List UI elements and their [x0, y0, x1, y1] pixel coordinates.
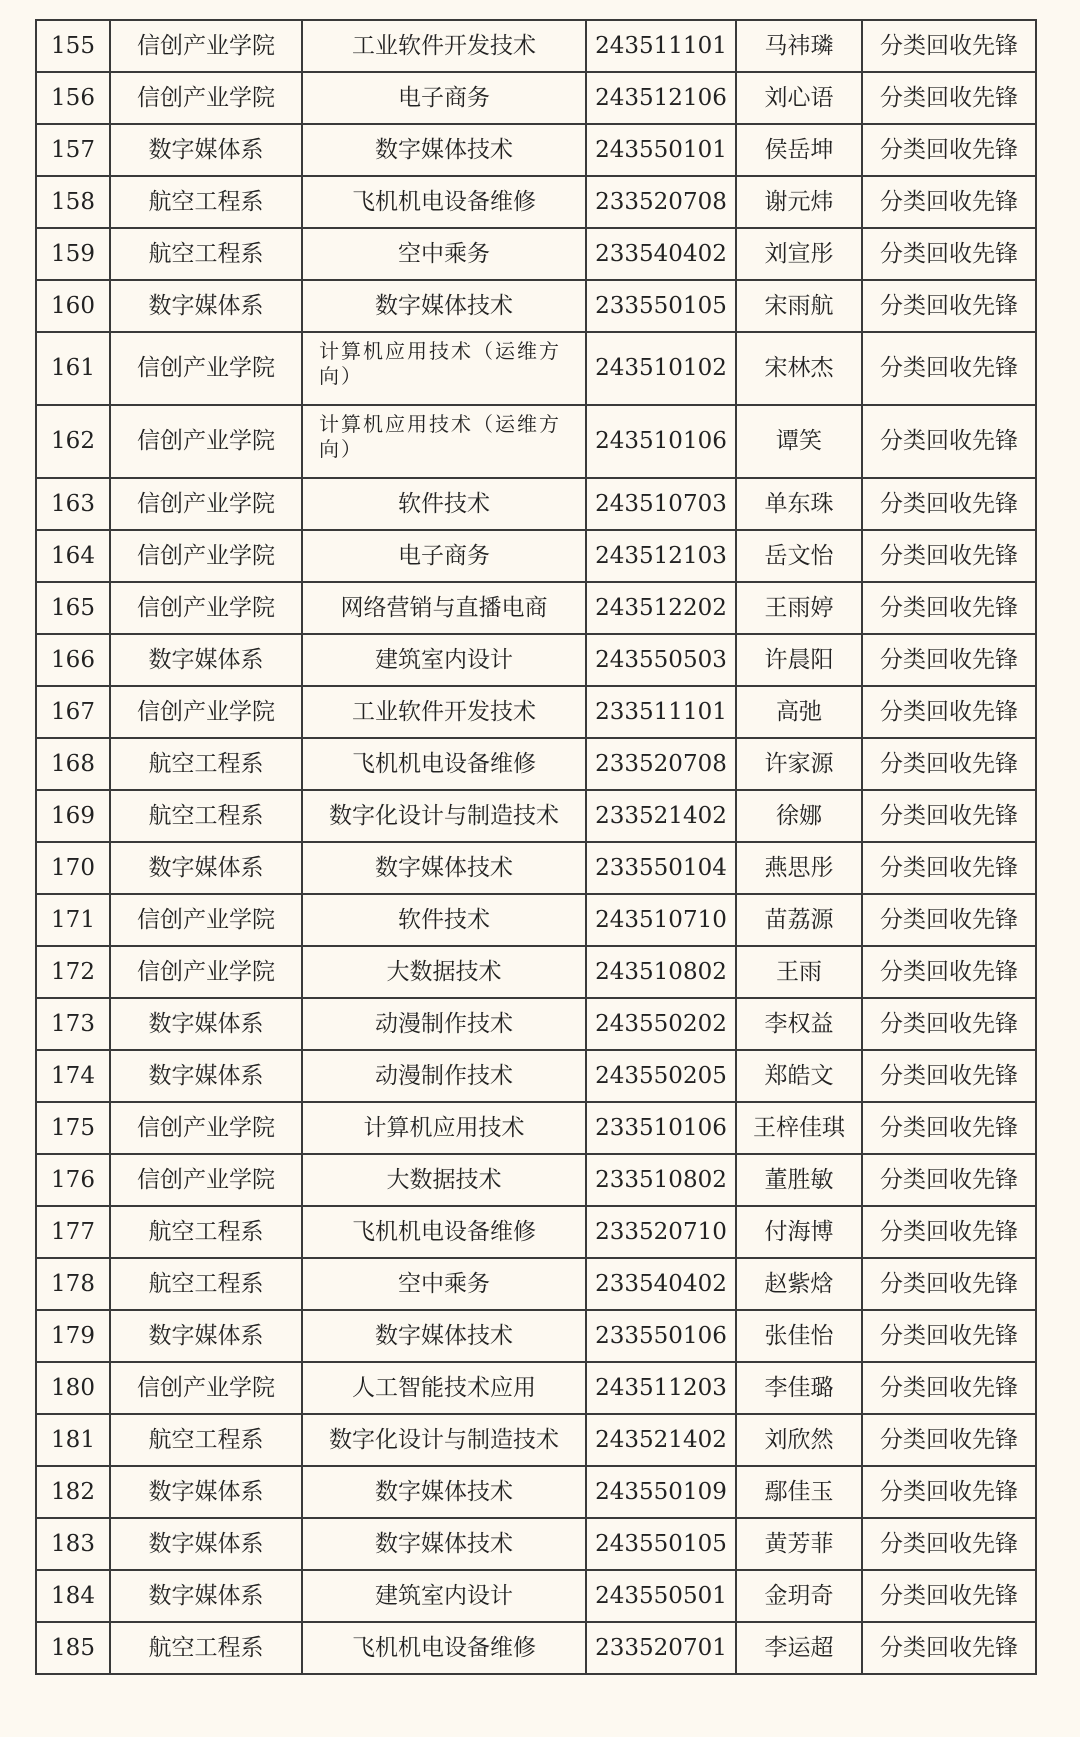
table-row [36, 1102, 1036, 1154]
student-id-cell: 233520710 [586, 1206, 736, 1258]
table-row [36, 1310, 1036, 1362]
row-number-cell: 176 [36, 1154, 110, 1206]
department-cell: 数字媒体系 [110, 842, 302, 894]
department-cell: 数字媒体系 [110, 124, 302, 176]
table-row [36, 582, 1036, 634]
row-number-cell: 168 [36, 738, 110, 790]
student-id-cell: 243550503 [586, 634, 736, 686]
department-cell: 数字媒体系 [110, 1518, 302, 1570]
major-cell: 软件技术 [302, 894, 586, 946]
table-row [36, 1466, 1036, 1518]
award-cell: 分类回收先锋 [862, 405, 1036, 478]
major-cell: 动漫制作技术 [302, 1050, 586, 1102]
student-id-cell: 233511101 [586, 686, 736, 738]
table-row [36, 124, 1036, 176]
award-cell: 分类回收先锋 [862, 1414, 1036, 1466]
row-number-cell: 157 [36, 124, 110, 176]
major-cell: 工业软件开发技术 [302, 686, 586, 738]
student-id-cell: 243512202 [586, 582, 736, 634]
major-cell: 网络营销与直播电商 [302, 582, 586, 634]
table-row [36, 20, 1036, 72]
department-cell: 信创产业学院 [110, 20, 302, 72]
student-id-cell: 243512106 [586, 72, 736, 124]
award-cell: 分类回收先锋 [862, 1622, 1036, 1674]
student-name-cell: 王梓佳琪 [736, 1102, 862, 1154]
award-cell: 分类回收先锋 [862, 1570, 1036, 1622]
student-name-cell: 徐娜 [736, 790, 862, 842]
major-cell: 大数据技术 [302, 946, 586, 998]
row-number-cell: 161 [36, 332, 110, 405]
row-number-cell: 170 [36, 842, 110, 894]
table-row [36, 1518, 1036, 1570]
table-row [36, 634, 1036, 686]
table-row [36, 228, 1036, 280]
major-cell: 工业软件开发技术 [302, 20, 586, 72]
award-cell: 分类回收先锋 [862, 582, 1036, 634]
table-row [36, 478, 1036, 530]
table-row [36, 1050, 1036, 1102]
student-name-cell: 王雨 [736, 946, 862, 998]
student-name-cell: 刘欣然 [736, 1414, 862, 1466]
award-cell: 分类回收先锋 [862, 738, 1036, 790]
student-id-cell: 243550202 [586, 998, 736, 1050]
row-number-cell: 173 [36, 998, 110, 1050]
row-number-cell: 171 [36, 894, 110, 946]
major-cell: 动漫制作技术 [302, 998, 586, 1050]
department-cell: 信创产业学院 [110, 894, 302, 946]
student-name-cell: 刘宣彤 [736, 228, 862, 280]
award-cell: 分类回收先锋 [862, 478, 1036, 530]
student-name-cell: 王雨婷 [736, 582, 862, 634]
student-name-cell: 许家源 [736, 738, 862, 790]
student-id-cell: 243510802 [586, 946, 736, 998]
table-row [36, 738, 1036, 790]
student-id-cell: 233521402 [586, 790, 736, 842]
award-cell: 分类回收先锋 [862, 1102, 1036, 1154]
row-number-cell: 164 [36, 530, 110, 582]
award-cell: 分类回收先锋 [862, 530, 1036, 582]
row-number-cell: 180 [36, 1362, 110, 1414]
student-id-cell: 233520708 [586, 738, 736, 790]
major-cell: 计算机应用技术（运维方向） [302, 332, 586, 405]
department-cell: 航空工程系 [110, 1258, 302, 1310]
table-row [36, 530, 1036, 582]
award-cell: 分类回收先锋 [862, 72, 1036, 124]
row-number-cell: 163 [36, 478, 110, 530]
major-cell: 空中乘务 [302, 1258, 586, 1310]
table-row [36, 842, 1036, 894]
award-cell: 分类回收先锋 [862, 228, 1036, 280]
award-cell: 分类回收先锋 [862, 842, 1036, 894]
student-name-cell: 燕思彤 [736, 842, 862, 894]
table-row [36, 280, 1036, 332]
student-id-cell: 243510106 [586, 405, 736, 478]
award-cell: 分类回收先锋 [862, 20, 1036, 72]
row-number-cell: 182 [36, 1466, 110, 1518]
department-cell: 数字媒体系 [110, 280, 302, 332]
table-row [36, 1362, 1036, 1414]
row-number-cell: 178 [36, 1258, 110, 1310]
row-number-cell: 175 [36, 1102, 110, 1154]
department-cell: 信创产业学院 [110, 478, 302, 530]
table-row [36, 946, 1036, 998]
table-body [36, 20, 1036, 1674]
student-id-cell: 233550104 [586, 842, 736, 894]
row-number-cell: 165 [36, 582, 110, 634]
department-cell: 信创产业学院 [110, 405, 302, 478]
row-number-cell: 167 [36, 686, 110, 738]
student-id-cell: 233550105 [586, 280, 736, 332]
award-cell: 分类回收先锋 [862, 1362, 1036, 1414]
student-name-cell: 宋雨航 [736, 280, 862, 332]
table-row [36, 1206, 1036, 1258]
department-cell: 信创产业学院 [110, 582, 302, 634]
table-row [36, 894, 1036, 946]
student-id-cell: 243550105 [586, 1518, 736, 1570]
student-name-cell: 谢元炜 [736, 176, 862, 228]
award-cell: 分类回收先锋 [862, 998, 1036, 1050]
department-cell: 信创产业学院 [110, 686, 302, 738]
major-cell: 数字化设计与制造技术 [302, 790, 586, 842]
table-row [36, 1154, 1036, 1206]
department-cell: 航空工程系 [110, 1622, 302, 1674]
row-number-cell: 172 [36, 946, 110, 998]
student-id-cell: 243550109 [586, 1466, 736, 1518]
award-cell: 分类回收先锋 [862, 790, 1036, 842]
major-cell: 计算机应用技术 [302, 1102, 586, 1154]
table-row [36, 1258, 1036, 1310]
department-cell: 信创产业学院 [110, 1154, 302, 1206]
student-name-cell: 金玥奇 [736, 1570, 862, 1622]
major-cell: 建筑室内设计 [302, 634, 586, 686]
award-cell: 分类回收先锋 [862, 1258, 1036, 1310]
student-name-cell: 李佳璐 [736, 1362, 862, 1414]
major-cell: 数字媒体技术 [302, 124, 586, 176]
student-name-cell: 鄢佳玉 [736, 1466, 862, 1518]
department-cell: 信创产业学院 [110, 530, 302, 582]
student-name-cell: 刘心语 [736, 72, 862, 124]
department-cell: 信创产业学院 [110, 72, 302, 124]
student-id-cell: 243511203 [586, 1362, 736, 1414]
major-cell: 空中乘务 [302, 228, 586, 280]
student-name-cell: 董胜敏 [736, 1154, 862, 1206]
department-cell: 航空工程系 [110, 176, 302, 228]
row-number-cell: 179 [36, 1310, 110, 1362]
student-name-cell: 许晨阳 [736, 634, 862, 686]
award-cell: 分类回收先锋 [862, 332, 1036, 405]
award-cell: 分类回收先锋 [862, 280, 1036, 332]
table-row [36, 686, 1036, 738]
department-cell: 航空工程系 [110, 228, 302, 280]
student-id-cell: 243521402 [586, 1414, 736, 1466]
award-cell: 分类回收先锋 [862, 1466, 1036, 1518]
award-cell: 分类回收先锋 [862, 686, 1036, 738]
department-cell: 数字媒体系 [110, 1310, 302, 1362]
award-cell: 分类回收先锋 [862, 176, 1036, 228]
row-number-cell: 160 [36, 280, 110, 332]
award-cell: 分类回收先锋 [862, 946, 1036, 998]
student-name-cell: 马祎璘 [736, 20, 862, 72]
table-row [36, 1414, 1036, 1466]
table-row [36, 790, 1036, 842]
student-id-cell: 243510703 [586, 478, 736, 530]
department-cell: 数字媒体系 [110, 998, 302, 1050]
award-cell: 分类回收先锋 [862, 1310, 1036, 1362]
row-number-cell: 159 [36, 228, 110, 280]
major-cell: 飞机机电设备维修 [302, 738, 586, 790]
student-id-cell: 243512103 [586, 530, 736, 582]
major-cell: 飞机机电设备维修 [302, 1206, 586, 1258]
major-cell: 软件技术 [302, 478, 586, 530]
department-cell: 数字媒体系 [110, 1570, 302, 1622]
major-cell: 飞机机电设备维修 [302, 176, 586, 228]
student-id-cell: 243511101 [586, 20, 736, 72]
table-row [36, 1570, 1036, 1622]
student-name-cell: 宋林杰 [736, 332, 862, 405]
award-cell: 分类回收先锋 [862, 634, 1036, 686]
department-cell: 数字媒体系 [110, 1050, 302, 1102]
student-id-cell: 243510102 [586, 332, 736, 405]
department-cell: 航空工程系 [110, 738, 302, 790]
student-name-cell: 郑皓文 [736, 1050, 862, 1102]
department-cell: 信创产业学院 [110, 1102, 302, 1154]
student-name-cell: 黄芳菲 [736, 1518, 862, 1570]
award-cell: 分类回收先锋 [862, 1050, 1036, 1102]
row-number-cell: 166 [36, 634, 110, 686]
student-name-cell: 谭笑 [736, 405, 862, 478]
award-cell: 分类回收先锋 [862, 1206, 1036, 1258]
major-cell: 建筑室内设计 [302, 1570, 586, 1622]
department-cell: 航空工程系 [110, 1206, 302, 1258]
student-name-cell: 李权益 [736, 998, 862, 1050]
row-number-cell: 184 [36, 1570, 110, 1622]
major-cell: 数字媒体技术 [302, 1518, 586, 1570]
major-cell: 电子商务 [302, 530, 586, 582]
table-row [36, 405, 1036, 478]
major-cell: 数字媒体技术 [302, 280, 586, 332]
department-cell: 信创产业学院 [110, 332, 302, 405]
department-cell: 航空工程系 [110, 1414, 302, 1466]
student-name-cell: 高弛 [736, 686, 862, 738]
department-cell: 信创产业学院 [110, 1362, 302, 1414]
major-cell: 数字媒体技术 [302, 842, 586, 894]
student-id-cell: 243550205 [586, 1050, 736, 1102]
major-cell: 计算机应用技术（运维方向） [302, 405, 586, 478]
table-row [36, 998, 1036, 1050]
student-name-cell: 赵紫焓 [736, 1258, 862, 1310]
award-list-table [35, 19, 1037, 1675]
award-cell: 分类回收先锋 [862, 124, 1036, 176]
student-name-cell: 张佳怡 [736, 1310, 862, 1362]
row-number-cell: 158 [36, 176, 110, 228]
award-cell: 分类回收先锋 [862, 894, 1036, 946]
row-number-cell: 169 [36, 790, 110, 842]
major-cell: 数字媒体技术 [302, 1310, 586, 1362]
department-cell: 数字媒体系 [110, 634, 302, 686]
student-name-cell: 苗荔源 [736, 894, 862, 946]
row-number-cell: 174 [36, 1050, 110, 1102]
department-cell: 信创产业学院 [110, 946, 302, 998]
award-cell: 分类回收先锋 [862, 1154, 1036, 1206]
major-cell: 数字化设计与制造技术 [302, 1414, 586, 1466]
student-id-cell: 233510106 [586, 1102, 736, 1154]
table-row [36, 72, 1036, 124]
student-id-cell: 243510710 [586, 894, 736, 946]
table-row [36, 332, 1036, 405]
row-number-cell: 155 [36, 20, 110, 72]
table-row [36, 176, 1036, 228]
student-name-cell: 侯岳坤 [736, 124, 862, 176]
table-row [36, 1622, 1036, 1674]
student-id-cell: 243550501 [586, 1570, 736, 1622]
student-name-cell: 单东珠 [736, 478, 862, 530]
student-name-cell: 岳文怡 [736, 530, 862, 582]
row-number-cell: 185 [36, 1622, 110, 1674]
major-cell: 电子商务 [302, 72, 586, 124]
student-id-cell: 233540402 [586, 228, 736, 280]
student-id-cell: 233510802 [586, 1154, 736, 1206]
department-cell: 航空工程系 [110, 790, 302, 842]
row-number-cell: 183 [36, 1518, 110, 1570]
student-id-cell: 233520701 [586, 1622, 736, 1674]
student-name-cell: 李运超 [736, 1622, 862, 1674]
row-number-cell: 162 [36, 405, 110, 478]
major-cell: 数字媒体技术 [302, 1466, 586, 1518]
award-cell: 分类回收先锋 [862, 1518, 1036, 1570]
student-name-cell: 付海博 [736, 1206, 862, 1258]
department-cell: 数字媒体系 [110, 1466, 302, 1518]
row-number-cell: 156 [36, 72, 110, 124]
student-id-cell: 233520708 [586, 176, 736, 228]
student-id-cell: 233550106 [586, 1310, 736, 1362]
student-id-cell: 233540402 [586, 1258, 736, 1310]
major-cell: 飞机机电设备维修 [302, 1622, 586, 1674]
major-cell: 大数据技术 [302, 1154, 586, 1206]
row-number-cell: 177 [36, 1206, 110, 1258]
student-id-cell: 243550101 [586, 124, 736, 176]
major-cell: 人工智能技术应用 [302, 1362, 586, 1414]
row-number-cell: 181 [36, 1414, 110, 1466]
